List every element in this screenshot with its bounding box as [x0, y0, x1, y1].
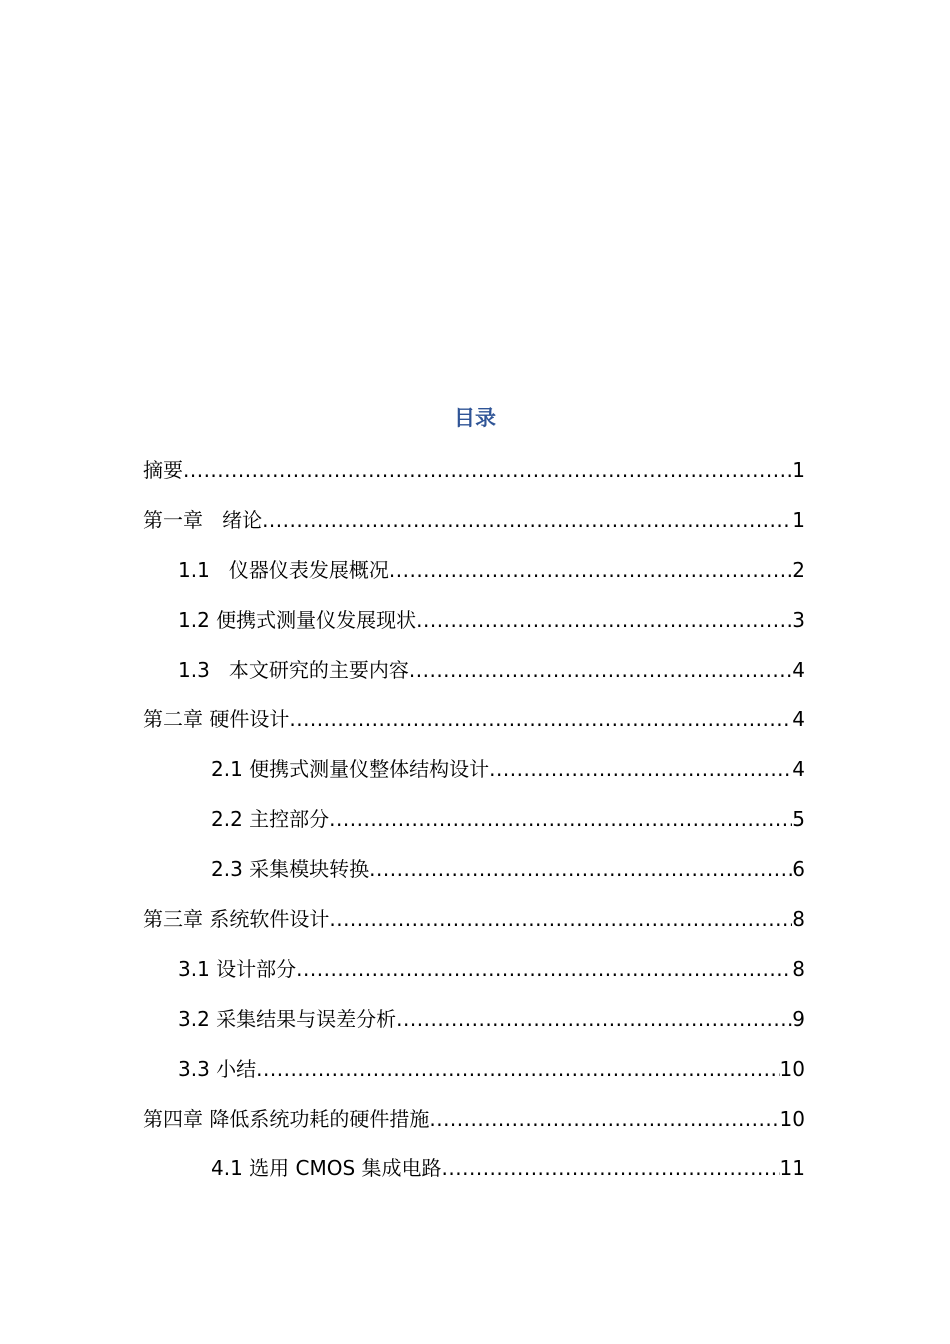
toc-entry[interactable] — [143, 603, 805, 653]
toc-entry-text: 1.2 便携式测量仪发展现状 — [178, 607, 417, 632]
toc-leader-dots — [489, 752, 792, 786]
toc-entry-page: 4 — [792, 657, 805, 682]
toc-entry-text: 2.2 主控部分 — [211, 807, 330, 832]
toc-entry-text: 第四章 降低系统功耗的硬件措施 — [143, 1106, 430, 1131]
toc-entry[interactable] — [143, 1102, 805, 1152]
toc-entry[interactable] — [143, 653, 805, 703]
toc-leader-dots — [396, 1002, 792, 1036]
toc-entry-text: 第二章 硬件设计 — [143, 707, 290, 732]
toc-entry-page: 6 — [792, 857, 805, 882]
toc-entry-page: 8 — [792, 956, 805, 981]
toc-entry[interactable] — [143, 453, 805, 503]
toc-entry-page: 10 — [779, 1056, 805, 1081]
toc-entry[interactable] — [143, 553, 805, 603]
toc-entry-page: 3 — [792, 607, 805, 632]
toc-leader-dots — [416, 603, 792, 637]
toc-leader-dots — [256, 1052, 779, 1086]
toc-leader-dots — [442, 1151, 780, 1185]
toc-entry[interactable] — [143, 902, 805, 952]
toc-list — [143, 453, 805, 1201]
toc-entry-text: 3.2 采集结果与误差分析 — [178, 1006, 397, 1031]
toc-entry-page: 1 — [792, 507, 805, 532]
toc-entry-page: 2 — [792, 557, 805, 582]
toc-leader-dots — [183, 453, 792, 487]
toc-entry-page: 10 — [779, 1106, 805, 1131]
toc-entry[interactable] — [143, 852, 805, 902]
toc-entry-text: 3.3 小结 — [178, 1056, 257, 1081]
toc-entry-text: 第一章 绪论 — [143, 507, 263, 532]
toc-entry-page: 5 — [792, 807, 805, 832]
toc-entry-text: 摘要 — [143, 458, 183, 482]
toc-entry-page: 8 — [792, 907, 805, 932]
toc-entry[interactable] — [143, 1052, 805, 1102]
toc-entry[interactable] — [143, 702, 805, 752]
toc-leader-dots — [329, 802, 792, 836]
toc-entry-text: 1.3 本文研究的主要内容 — [178, 657, 409, 682]
toc-entry[interactable] — [143, 752, 805, 802]
toc-entry-text: 第三章 系统软件设计 — [143, 907, 330, 932]
toc-entry-page: 11 — [779, 1156, 805, 1181]
toc-leader-dots — [389, 553, 792, 587]
toc-leader-dots — [329, 902, 792, 936]
toc-entry[interactable] — [143, 952, 805, 1002]
toc-title: 目录 — [454, 406, 496, 430]
toc-entry-text: 4.1 选用 CMOS 集成电路 — [211, 1156, 442, 1181]
toc-leader-dots — [296, 952, 792, 986]
toc-leader-dots — [409, 653, 792, 687]
toc-leader-dots — [289, 702, 792, 736]
toc-leader-dots — [429, 1102, 779, 1136]
toc-entry[interactable] — [143, 802, 805, 852]
toc-entry[interactable] — [143, 1002, 805, 1052]
toc-entry[interactable] — [143, 503, 805, 553]
toc-entry-page: 4 — [792, 757, 805, 782]
toc-leader-dots — [369, 852, 792, 886]
toc-entry-text: 2.1 便携式测量仪整体结构设计 — [211, 757, 490, 782]
toc-entry-text: 1.1 仪器仪表发展概况 — [178, 557, 389, 582]
toc-entry-text: 3.1 设计部分 — [178, 956, 297, 981]
toc-entry[interactable] — [143, 1151, 805, 1201]
toc-entry-text: 2.3 采集模块转换 — [211, 857, 370, 882]
toc-entry-page: 9 — [792, 1006, 805, 1031]
toc-entry-page: 4 — [792, 707, 805, 732]
toc-entry-page: 1 — [792, 458, 805, 482]
toc-leader-dots — [262, 503, 792, 537]
